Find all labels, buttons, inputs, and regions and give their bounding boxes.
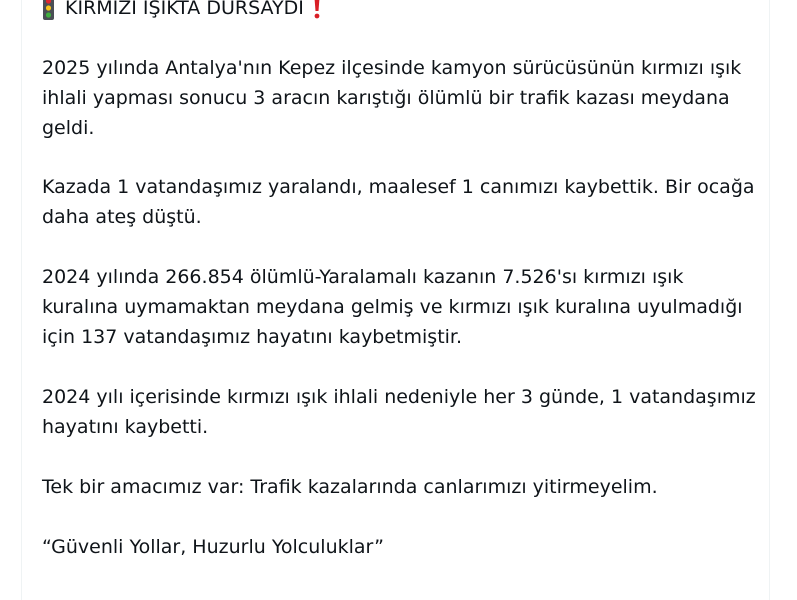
red-exclamation-icon — [312, 0, 322, 20]
headline-text: KIRMIZI IŞIKTA DURSAYDI — [65, 0, 304, 19]
post-paragraph-3: 2024 yılında 266.854 ölümlü-Yaralamalı kazanın 7.526'sı kırmızı ışık kuralına uymamaktan meydana gelmiş ve kırmızı ışık kuralına uyulmadığı için 137 vatandaşımız hayatını kaybetmiştir. — [42, 266, 743, 348]
traffic-light-icon — [42, 0, 55, 20]
post-headline — [42, 0, 322, 23]
post-paragraph-5: Tek bir amacımız var: Trafik kazalarında canlarımızı yitirmeyelim. — [42, 476, 658, 498]
post-paragraph-4: 2024 yılı içerisinde kırmızı ışık ihlali nedeniyle her 3 günde, 1 vatandaşımız hayatını kaybetti. — [42, 386, 756, 438]
post-paragraph-2: Kazada 1 vatandaşımız yaralandı, maalesef 1 canımızı kaybettik. Bir ocağa daha ateş düştü. — [42, 176, 755, 228]
post-paragraph-1: 2025 yılında Antalya'nın Kepez ilçesinde kamyon sürücüsünün kırmızı ışık ihlali yapması sonucu 3 aracın karıştığı ölümlü bir trafik kazası meydana geldi. — [42, 57, 742, 139]
post-paragraph-6: “Güvenli Yollar, Huzurlu Yolculuklar” — [42, 536, 384, 558]
